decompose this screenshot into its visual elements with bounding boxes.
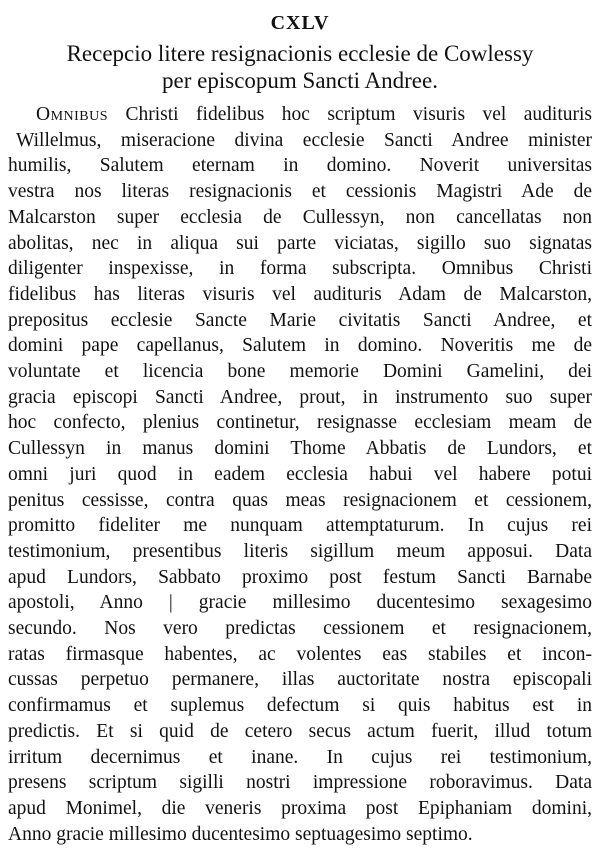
body-line: Cullessyn in manus domini Thome Abbatis de Lundors, et <box>8 438 592 460</box>
body-line: vestra nos literas resignacionis et cessionis Magistri Ade de <box>8 181 592 203</box>
body-line: omni juri quod in eadem ecclesia habui vel habere potui <box>8 463 592 485</box>
body-line: abolitas, nec in aliqua sui parte viciatas, sigillo suo signatas <box>8 232 592 254</box>
charter-number: CXLV <box>270 12 330 34</box>
title-line: per episcopum Sancti Andree. <box>162 68 438 93</box>
body-line: diligenter inspexisse, in forma subscripta. Omnibus Christi <box>8 258 592 280</box>
body-line: irritum decernimus et inane. In cujus rei testimonium, <box>8 746 592 768</box>
charter-title <box>8 40 592 94</box>
body-line: cussas perpetuo permanere, illas auctoritate nostra episcopali <box>8 669 592 691</box>
body-line: ratas firmasque habentes, ac volentes eas stabiles et incon- <box>8 643 592 665</box>
body-line: Malcarston super ecclesia de Cullessyn, non cancellatas non <box>8 206 592 228</box>
body-line: humilis, Salutem eternam in domino. Noverit universitas <box>8 155 592 177</box>
body-line <box>8 102 592 128</box>
body-line: Willelmus, miseracione divina ecclesie Sancti Andree minister <box>16 129 592 151</box>
body-line: fidelibus has literas visuris vel audituris Adam de Malcarston, <box>8 283 592 305</box>
body-line: Anno gracie millesimo ducentesimo septuagesimo septimo. <box>8 823 473 845</box>
body-line: prepositus ecclesie Sancte Marie civitatis Sancti Andree, et <box>8 309 592 331</box>
opening-word: Omnibus <box>36 104 109 125</box>
body-line: hoc confecto, plenius continetur, resignasse ecclesiam meam de <box>8 412 592 434</box>
body-line: secundo. Nos vero predictas cessionem et resignacionem, <box>8 618 592 640</box>
body-line: apud Monimel, die veneris proxima post Epiphaniam domini, <box>8 797 592 819</box>
body-line: domini pape capellanus, Salutem in domino. Noveritis me de <box>8 335 592 357</box>
charter-body <box>8 102 592 847</box>
body-line: promitto fideliter me nunquam attemptaturum. In cujus rei <box>8 515 592 537</box>
body-line: predictis. Et si quid de cetero secus actum fuerit, illud totum <box>8 720 592 742</box>
body-line: presens scriptum sigilli nostri impressione roboravimus. Data <box>8 772 592 794</box>
body-line: apud Lundors, Sabbato proximo post festum Sancti Barnabe <box>8 566 592 588</box>
body-line: testimonium, presentibus literis sigillum meum apposui. Data <box>8 540 592 562</box>
first-line-text: Christi fidelibus hoc scriptum visuris vel audituris <box>125 104 592 125</box>
body-line: apostoli, Anno | gracie millesimo ducentesimo sexagesimo <box>8 592 592 614</box>
body-line: voluntate et licencia bone memorie Domini Gamelini, dei <box>8 361 592 383</box>
title-line: Recepcio litere resignacionis ecclesie de Cowlessy <box>66 41 534 66</box>
body-line: confirmamus et suplemus defectum si quis habitus est in <box>8 695 592 717</box>
body-line: penitus cessisse, contra quas meas resignacionem et cessionem, <box>8 489 592 511</box>
body-line: gracia episcopi Sancti Andree, prout, in instrumento suo super <box>8 386 592 408</box>
